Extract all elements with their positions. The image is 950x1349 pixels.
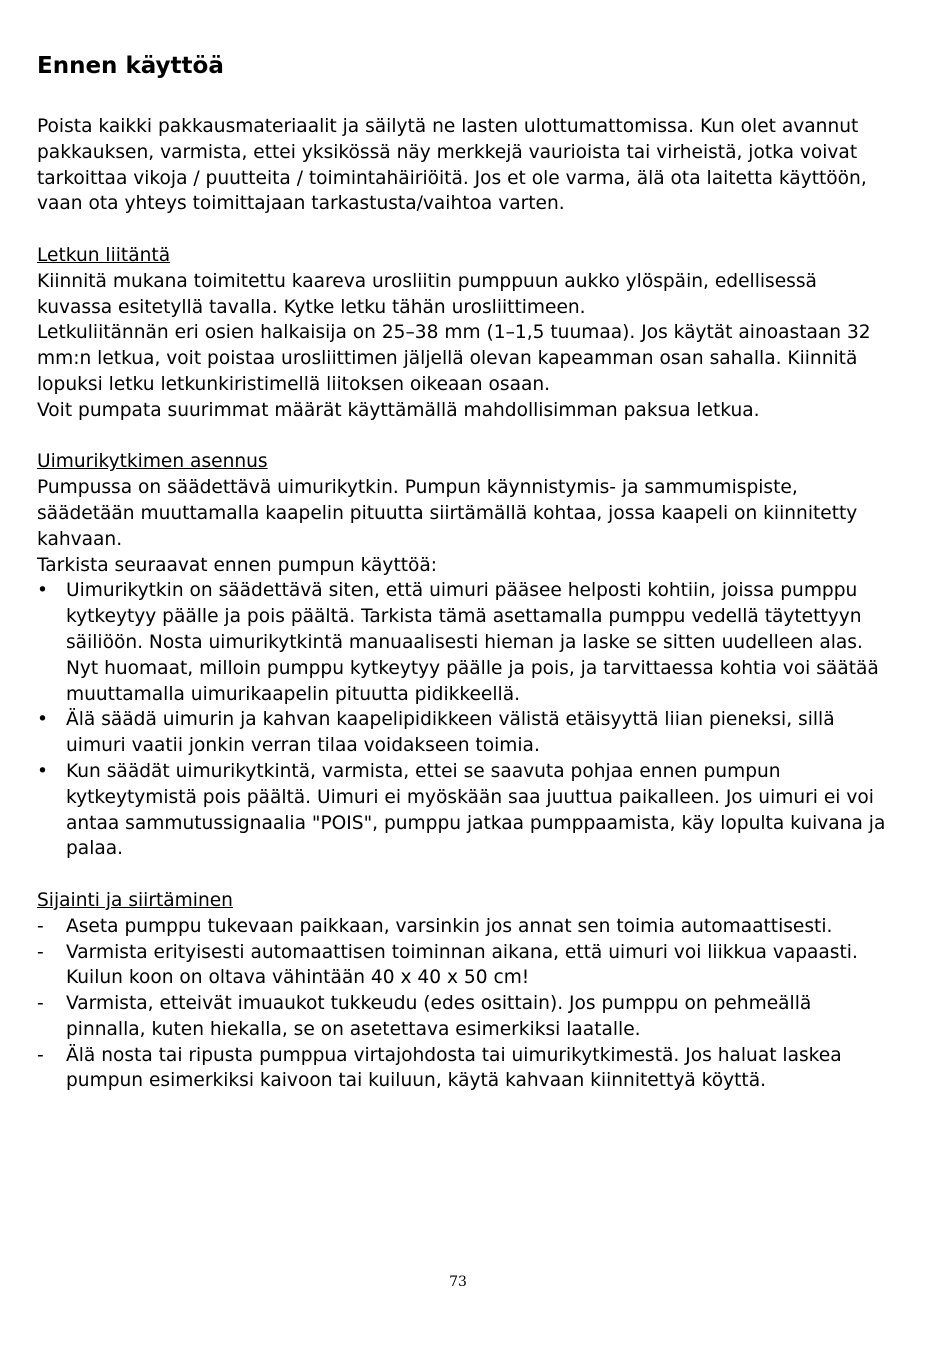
- list-item-text: Kun säädät uimurikytkintä, varmista, ettei se saavuta pohjaa ennen pumpun kytkeytymistä pois päältä. Uimuri ei myöskään saa juuttua paikalleen. Jos uimuri ei voi antaa sammutussignaalia "POIS", pumppu jatkaa pumppaamista, käy lopulta kuivana ja palaa.: [66, 760, 886, 860]
- dash-icon: -: [37, 1044, 44, 1066]
- list-item-text: Uimurikytkin on säädettävä siten, että uimuri pääsee helposti kohtiin, joissa pumppu kytkeytyy päälle ja pois päältä. Tarkista tämä asettamalla pumppu vedellä täytettyyn säiliöön. Nosta uimurikytkintä manuaalisesti hieman ja laske se sitten uudelleen alas. Nyt huomaat, milloin pumppu kytkeytyy päälle ja pois, ja tarvittaessa kohtia voi säätää muuttamalla uimurikaapelin pituutta pidikkeellä.: [66, 580, 879, 705]
- page-title: Ennen käyttöä: [37, 53, 224, 79]
- hose-paragraph-3: Voit pumpata suurimmat määrät käyttämällä mahdollisimman paksua letkua.: [37, 399, 760, 421]
- float-bullet-list: [37, 578, 887, 862]
- list-item: [37, 707, 887, 759]
- list-item-text: Älä säädä uimurin ja kahvan kaapelipidikkeen välistä etäisyyttä liian pieneksi, sillä uimuri vaatii jonkin verran tilaa voidakseen toimia.: [66, 709, 835, 757]
- section-location: [37, 888, 887, 1094]
- hose-paragraph-1: Kiinnitä mukana toimitettu kaareva urosliitin pumppuun aukko ylöspäin, edellisessä kuvassa esitetyllä tavalla. Kytke letku tähän urosliittimeen.: [37, 270, 817, 318]
- section-float-switch: [37, 449, 887, 862]
- float-paragraph-2: Tarkista seuraavat ennen pumpun käyttöä:: [37, 554, 438, 576]
- document-page: [37, 50, 887, 1094]
- dash-icon: -: [37, 915, 44, 937]
- list-item-text: Varmista erityisesti automaattisen toiminnan aikana, että uimuri voi liikkua vapaasti. Kuilun koon on oltava vähintään 40 x 40 x 50 cm!: [66, 941, 858, 989]
- dash-icon: -: [37, 993, 44, 1015]
- bullet-icon: •: [37, 580, 48, 602]
- float-paragraph-1: Pumpussa on säädettävä uimurikytkin. Pumpun käynnistymis- ja sammumispiste, säädetään muuttamalla kaapelin pituutta siirtämällä kohtaa, jossa kaapeli on kiinnitetty kahvaan.: [37, 477, 858, 550]
- bullet-icon: •: [37, 709, 48, 731]
- intro-paragraph: Poista kaikki pakkausmateriaalit ja säilytä ne lasten ulottumattomissa. Kun olet avannut pakkauksen, varmista, ettei yksikössä näy merkkejä vaurioista tai virheistä, jotka voivat tarkoittaa vikoja / puutteita / toimintahäiriöitä. Jos et ole varma, älä ota laitetta käyttöön, vaan ota yhteys toimittajaan tarkastusta/vaihtoa varten.: [37, 116, 867, 215]
- list-item-text: Älä nosta tai ripusta pumppua virtajohdosta tai uimurikytkimestä. Jos haluat laskea pumpun esimerkiksi kaivoon tai kuiluun, käytä kahvaan kiinnitettyä köyttä.: [66, 1044, 842, 1092]
- section-hose-connection: [37, 243, 887, 424]
- dash-icon: -: [37, 941, 44, 963]
- list-item: [37, 940, 887, 992]
- list-item-text: Aseta pumppu tukevaan paikkaan, varsinkin jos annat sen toimia automaattisesti.: [66, 915, 833, 937]
- section-heading-float: Uimurikytkimen asennus: [37, 451, 268, 473]
- page-number: 73: [449, 1274, 467, 1290]
- list-item: [37, 1043, 887, 1095]
- list-item: [37, 759, 887, 862]
- bullet-icon: •: [37, 760, 48, 782]
- hose-paragraph-2: Letkuliitännän eri osien halkaisija on 25–38 mm (1–1,5 tuumaa). Jos käytät ainoastaan 32 mm:n letkua, voit poistaa urosliittimen jäljellä olevan kapeamman osan sahalla. Kiinnitä lopuksi letku letkunkiristimellä liitoksen oikeaan osaan.: [37, 322, 871, 395]
- list-item: [37, 914, 887, 940]
- list-item: [37, 578, 887, 707]
- location-dash-list: [37, 914, 887, 1095]
- list-item: [37, 991, 887, 1043]
- section-heading-location: Sijainti ja siirtäminen: [37, 889, 233, 911]
- list-item-text: Varmista, etteivät imuaukot tukkeudu (edes osittain). Jos pumppu on pehmeällä pinnalla, kuten hiekalla, se on asetettava esimerkiksi laatalle.: [66, 993, 812, 1040]
- section-heading-hose: Letkun liitäntä: [37, 244, 171, 266]
